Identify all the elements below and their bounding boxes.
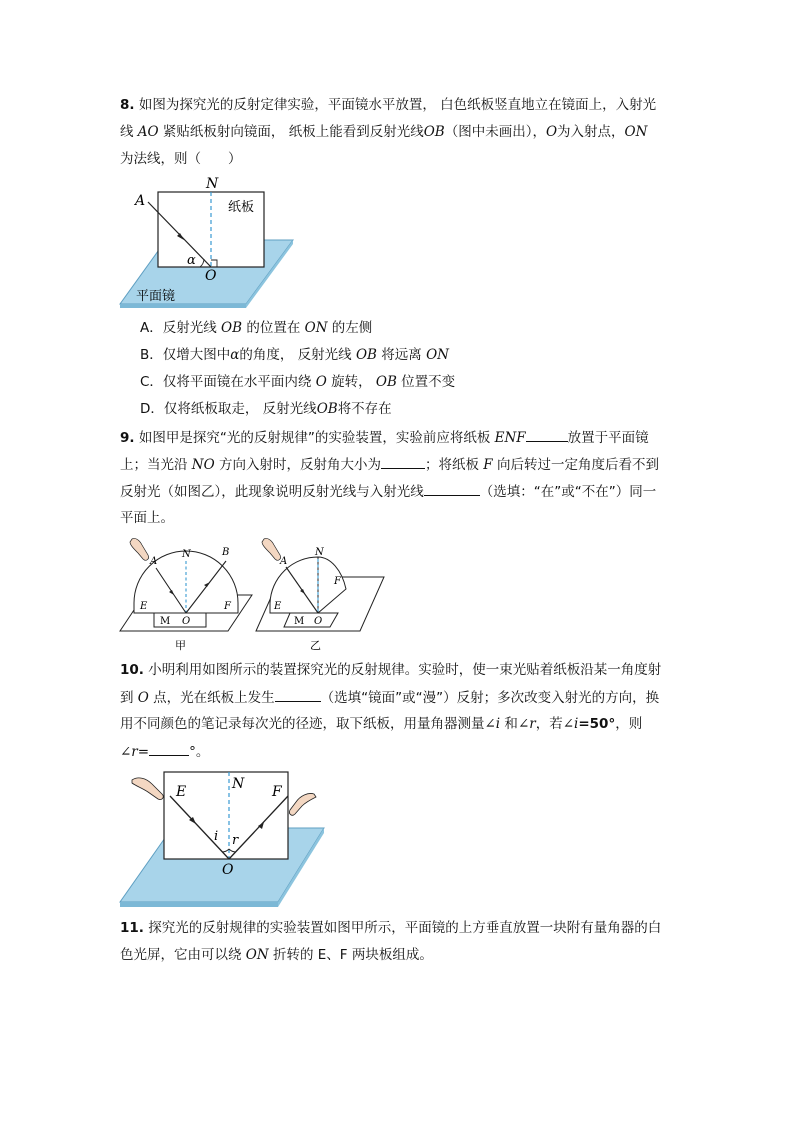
option-text: 的位置在 [242, 320, 305, 336]
q9-blank-3[interactable] [424, 481, 480, 496]
q8-text: 为入射点， [557, 124, 625, 140]
q9a-label-M: M [160, 616, 171, 627]
option-text: 旋转， [326, 374, 376, 390]
q8-option-c [140, 372, 455, 392]
q11-text: 折转的 E、F 两块板组成。 [268, 947, 433, 963]
q8-text: 为法线，则（ ） [120, 151, 242, 167]
q9-text: 上；当光沿 [120, 457, 192, 473]
q10-line-4 [120, 741, 209, 762]
hand-icon [289, 793, 316, 815]
q9-line-1 [120, 427, 649, 448]
q9-text: ；将纸板 [424, 457, 484, 473]
q8-text: （图中未画出）， [444, 124, 546, 140]
option-symbol: OB [375, 374, 397, 390]
q9b-label-O: O [314, 616, 323, 627]
q8-label-A: A [135, 193, 146, 209]
q9b-mirror-m [284, 613, 338, 627]
q10-text: ，若 [535, 716, 563, 732]
q10-symbol: ∠i [484, 716, 501, 732]
q8-label-alpha: α [187, 253, 196, 268]
q9-line-2 [120, 454, 659, 475]
q10-label-O: O [222, 862, 234, 878]
q10-figure [118, 766, 328, 912]
q8-text-1: 如图为探究光的反射定律实验，平面镜水平放置， 白色纸板竖直地立在镜面上，入射光 [138, 97, 657, 113]
q8-line-2 [120, 122, 647, 142]
q8-option-b [140, 345, 449, 365]
q10-symbol: ∠r [120, 744, 138, 760]
q8-figure [118, 174, 298, 314]
q9-number: 9. [120, 430, 135, 446]
q11-number: 11. [120, 920, 144, 936]
q9b-label-E: E [274, 601, 282, 612]
q8-text: 紧贴纸板射向镜面， 纸板上能看到反射光线 [158, 124, 424, 140]
option-symbol: OB [355, 347, 377, 363]
option-text: 将远离 [376, 347, 427, 363]
q9-figure-jia [118, 535, 254, 653]
option-symbol: ON [304, 320, 328, 336]
q9-text: （选填：“在”或“不在”）同一 [479, 484, 657, 500]
q8-symbol: OB [423, 124, 445, 140]
q11-line-2 [120, 945, 433, 965]
q9-text: 方向入射时，反射角大小为 [214, 457, 381, 473]
q9a-label-E: E [140, 601, 148, 612]
q9a-label-A: A [150, 556, 158, 567]
q10-blank-2[interactable] [149, 741, 189, 756]
q9a-label-F: F [224, 601, 231, 612]
q8-text: 线 [120, 124, 138, 140]
q9b-label-A: A [280, 556, 288, 567]
q9a-label-B: B [222, 547, 230, 558]
option-text: 将不存在 [337, 401, 392, 417]
q9a-label-N: N [182, 549, 191, 560]
hand-icon [132, 778, 163, 800]
q9-text: 平面上。 [120, 510, 174, 526]
q9a-caption: 甲 [175, 639, 186, 652]
q10-blank-1[interactable] [275, 687, 321, 702]
q9b-label-N: N [315, 547, 324, 558]
q10-line-2 [120, 687, 659, 708]
q10-text: 点，光在纸板上发生 [148, 690, 275, 706]
q8-label-mirror: 平面镜 [136, 289, 176, 304]
q9b-caption: 乙 [310, 639, 321, 652]
q9-symbol: ENF [494, 430, 526, 446]
option-symbol: O [315, 374, 327, 390]
option-text: 的左侧 [327, 320, 373, 336]
q9-figure-yi [254, 535, 390, 653]
q10-label-i: i [214, 829, 219, 844]
q10-value: =50° [578, 716, 616, 732]
q10-text: 到 [120, 690, 138, 706]
q8-line-3 [120, 149, 242, 169]
hand-icon [130, 538, 149, 560]
q10-line-1 [120, 660, 661, 680]
q8-line-1 [120, 95, 656, 115]
q8-option-d [140, 399, 392, 419]
q8-label-board: 纸板 [228, 200, 255, 215]
q9-text: 向后转过一定角度后看不到 [492, 457, 659, 473]
q8-symbol: AO [137, 124, 159, 140]
q11-line-1 [120, 918, 661, 938]
q10-number: 10. [120, 662, 144, 678]
q9-symbol: F [483, 457, 493, 473]
q10-text: 小明利用如图所示的装置探究光的反射规律。实验时，使一束光贴着纸板沿某一角度射 [148, 662, 662, 678]
option-text: D．仅将纸板取走， 反射光线 [140, 401, 317, 417]
q10-line-3 [120, 714, 642, 734]
q10-label-F: F [272, 784, 282, 800]
q9-blank-2[interactable] [381, 454, 425, 469]
q10-text: （选填“镜面”或“漫”）反射；多次改变入射光的方向，换 [320, 690, 660, 706]
q10-text: 和 [500, 716, 518, 732]
q8-label-N: N [206, 176, 219, 192]
q9b-label-M: M [294, 616, 305, 627]
q9a-label-O: O [182, 616, 191, 627]
q8-label-O: O [205, 268, 217, 284]
option-symbol: OB [316, 401, 338, 417]
q11-text: 探究光的反射规律的实验装置如图甲所示，平面镜的上方垂直放置一块附有量角器的白 [148, 920, 662, 936]
option-symbol: OB [221, 320, 243, 336]
q9b-label-F: F [334, 576, 341, 587]
option-symbol: α [230, 347, 240, 363]
q9-text: 放置于平面镜 [567, 430, 649, 446]
q10-label-E: E [176, 784, 187, 800]
q11-text: 色光屏，它由可以绕 [120, 947, 246, 963]
q10-label-N: N [232, 776, 245, 792]
hand-icon [262, 538, 281, 560]
q8-symbol: ON [624, 124, 648, 140]
option-text: C．仅将平面镜在水平面内绕 [140, 374, 316, 390]
q9-symbol: NO [191, 457, 215, 473]
option-symbol: ON [426, 347, 449, 363]
option-text: 的角度， 反射光线 [239, 347, 356, 363]
option-text: A．反射光线 [140, 320, 222, 336]
q9-line-4 [120, 508, 174, 528]
q9-blank-1[interactable] [526, 427, 568, 442]
q10-label-r: r [232, 833, 239, 848]
q8-number: 8. [120, 97, 135, 113]
option-text: B．仅增大图中 [140, 347, 231, 363]
q11-symbol: ON [245, 947, 269, 963]
q10-symbol: O [137, 690, 149, 706]
q10-text: °。 [189, 744, 210, 760]
option-text: 位置不变 [396, 374, 456, 390]
q10-text: 用不同颜色的笔记录每次光的径迹，取下纸板，用量角器测量 [120, 716, 485, 732]
q10-symbol: ∠i [562, 716, 579, 732]
q10-symbol: ∠r [517, 716, 536, 732]
q8-symbol: O [545, 124, 558, 140]
q9-text: 如图甲是探究“光的反射规律”的实验装置，实验前应将纸板 [138, 430, 495, 446]
q9-text: 反射光（如图乙），此现象说明反射光线与入射光线 [120, 484, 424, 500]
q10-text: ，则 [615, 716, 643, 732]
q9-line-3 [120, 481, 656, 502]
q10-text: = [137, 744, 150, 760]
q8-option-a [140, 318, 372, 338]
